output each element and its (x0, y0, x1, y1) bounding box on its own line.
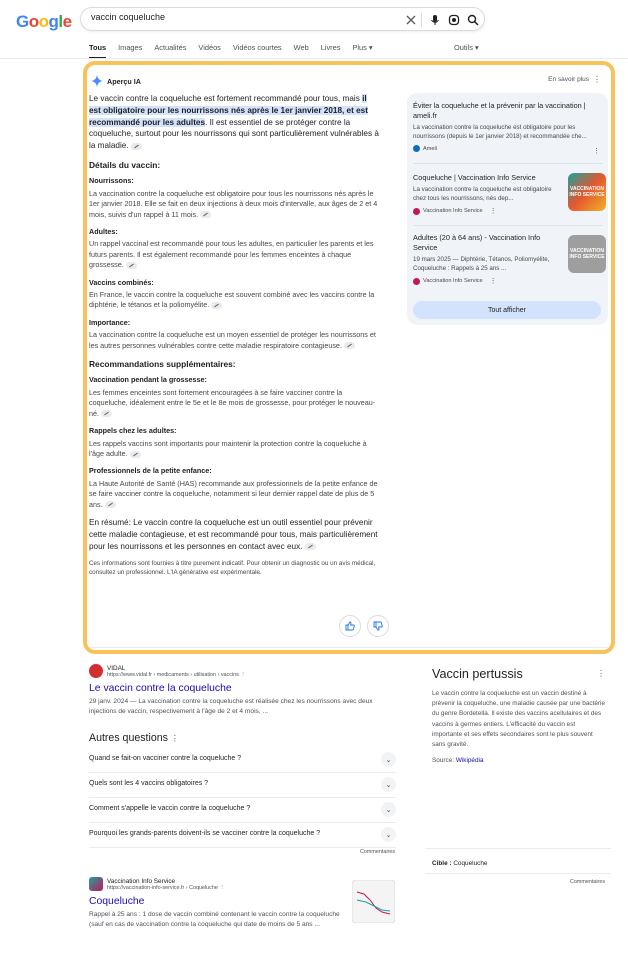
source-card[interactable] (413, 101, 603, 152)
link-icon[interactable] (131, 143, 142, 150)
thumbnail-text: VACCINATION INFO SERVICE (569, 248, 605, 260)
kp-divider (425, 873, 611, 874)
result-url-text: https://vaccination-info-service.fr › Coqueluche (107, 884, 218, 891)
thumbs-down-icon (373, 621, 383, 631)
paa-question-text: Pourquoi les grands-parents doivent-ils se vacciner contre la coqueluche ? (89, 830, 321, 837)
tools-button[interactable] (454, 43, 479, 52)
vis-favicon-icon (413, 278, 420, 285)
reco-text-content: La Haute Autorité de Santé (HAS) recommande aux professionnels de la petite enfance de se faire vacciner contre la coqueluche, notamment si leur dernier rappel date de plus de 5 ans. (89, 478, 378, 509)
chevron-down-icon: ▾ (474, 43, 479, 52)
source-card[interactable] (413, 173, 558, 215)
learn-more-link[interactable]: En savoir plus (548, 76, 589, 83)
result-site-info (107, 665, 246, 678)
detail-label: Vaccins combinés: (89, 277, 154, 287)
chevron-down-icon[interactable]: ⌄ (381, 802, 396, 817)
detail-text-content: Un rappel vaccinal est recommandé pour tous les adultes, en particulier les parents et les futurs parents. Il est également recommandé pour les femmes enceintes à chaque grossesse. (89, 239, 374, 270)
tab-web[interactable]: Web (293, 43, 309, 52)
reco-text-content: Les femmes enceintes sont fortement encouragées à se faire vacciner contre la coqueluche, idéalement entre le 5e et le 8e mois de grossesse, pour protéger le nouveau-né. (89, 387, 376, 418)
source-desc: La vaccination contre la coqueluche est obligatoire chez tous les nourrissons, nés dep... (413, 186, 552, 202)
paa-question[interactable] (89, 748, 396, 773)
header-divider (0, 58, 628, 59)
link-icon[interactable] (105, 501, 116, 508)
paa-question[interactable] (89, 773, 396, 798)
source-title[interactable]: Coqueluche | Vaccination Info Service (413, 173, 536, 182)
result-url-text: https://www.vidal.fr › medicaments › utilisation › vaccins (107, 671, 239, 678)
paa-comments-link[interactable]: Commentaires (360, 849, 396, 855)
source-options-icon[interactable]: ⋮ (489, 278, 497, 286)
ai-overview-header (91, 75, 141, 87)
chevron-down-icon: ▾ (368, 43, 373, 52)
source-desc: 19 mars 2025 — Diphtérie, Tétanos, Poliomyélite, Coqueluche : Rappels à 25 ans ... (413, 256, 550, 272)
reco-label: Rappels chez les adultes: (89, 426, 177, 436)
tab-more[interactable] (352, 43, 372, 59)
detail-text-content: La vaccination contre la coqueluche est obligatoire pour tous les nourrissons nés après le 1er janvier 2018. Elle se fait en deux injections à deux mois d'intervalle, aux âges de 2 et 4 mois, suivis d'un rappel à 11 mois. (89, 188, 378, 219)
source-site (413, 145, 603, 152)
search-divider (421, 13, 422, 27)
source-options-icon[interactable]: ⋮ (489, 208, 497, 216)
kp-target (432, 860, 487, 867)
paa-heading (89, 732, 179, 744)
ai-overview (83, 61, 615, 654)
lens-icon[interactable] (447, 13, 461, 27)
reco-text (89, 479, 379, 510)
ai-intro (89, 93, 379, 152)
wikipedia-link[interactable]: Wikipédia (455, 757, 484, 764)
source-site-name: Vaccination Info Service (423, 278, 483, 285)
paa-options-icon[interactable]: ⋮ (170, 734, 179, 743)
ai-intro-highlight: il est obligatoire pour les nourrissons nés après le 1er janvier 2018, et est recommandé pour les adultes (89, 94, 368, 127)
tab-videos[interactable]: Vidéos (198, 43, 221, 52)
knowledge-panel-description: Le vaccin contre la coqueluche est un vaccin destiné à prévenir la coqueluche, une maladie causée par une bactérie du genre Bordetella. Il existe des vaccins acellulaires et des vaccins à germes entiers. L'efficacité du vaccin est importante et ses effets secondaires sont le plus souvent sans gravité. (432, 690, 606, 749)
source-divider (413, 163, 603, 164)
clear-icon[interactable] (404, 13, 418, 27)
result-site[interactable] (89, 664, 389, 678)
link-icon[interactable] (101, 410, 112, 417)
detail-label: Adultes: (89, 227, 118, 237)
search-bar[interactable] (80, 7, 485, 31)
result-url (107, 672, 246, 678)
ai-disclaimer: Ces informations sont fournies à titre purement indicatif. Pour obtenir un diagnostic ou un avis médical, consultez un professionnel. L'IA générative est expérimentale. (89, 560, 376, 577)
knowledge-panel-source (432, 757, 484, 764)
search-icon[interactable] (466, 13, 480, 27)
result-options-icon[interactable]: ⋮ (240, 671, 246, 678)
knowledge-panel-title: Vaccin pertussis (432, 667, 523, 681)
link-icon[interactable] (344, 342, 355, 349)
source-card[interactable] (413, 233, 558, 285)
thumbs-up-icon (345, 621, 355, 631)
reco-text (89, 388, 379, 419)
tab-books[interactable]: Livres (320, 43, 341, 52)
sparkle-icon (91, 75, 103, 87)
result-site-info (107, 878, 225, 891)
source-divider (413, 225, 603, 226)
tools-label: Outils (454, 43, 473, 52)
reco-text (89, 439, 379, 460)
source-site (413, 277, 558, 285)
more-options-icon[interactable]: ⋮ (593, 75, 601, 84)
result-site-name: VIDAL (107, 664, 126, 672)
details-heading: Détails du vaccin: (89, 159, 161, 170)
search-result (89, 877, 344, 930)
recommendations-heading: Recommandations supplémentaires: (89, 359, 236, 370)
microphone-icon[interactable] (428, 13, 442, 27)
kp-divider (425, 848, 611, 849)
search-result (89, 664, 389, 717)
source-thumbnail[interactable] (568, 173, 606, 211)
source-thumbnail[interactable] (568, 235, 606, 273)
chevron-down-icon[interactable]: ⌄ (381, 777, 396, 792)
result-date: 29 janv. 2024 — (89, 698, 139, 705)
show-all-button[interactable]: Tout afficher (413, 301, 601, 319)
link-icon[interactable] (126, 262, 137, 269)
link-icon[interactable] (200, 211, 211, 218)
kp-options-icon[interactable]: ⋮ (597, 669, 605, 678)
result-snippet: Rappel à 25 ans : 1 dose de vaccin combiné contenant le vaccin contre la coqueluche (sauf en cas de vaccination contre la coqueluche qui date de moins de 5 ans ... (89, 911, 340, 928)
detail-label: Nourrissons: (89, 176, 134, 186)
result-snippet (89, 697, 389, 717)
chevron-down-icon[interactable]: ⌄ (381, 752, 396, 767)
link-icon[interactable] (211, 302, 222, 309)
tab-news[interactable]: Actualités (154, 43, 187, 52)
ai-overview-content (89, 93, 379, 577)
kp-comments-link[interactable]: Commentaires (570, 879, 606, 885)
result-thumbnail[interactable] (352, 880, 395, 923)
kp-target-label: Cible : (432, 860, 454, 867)
ai-summary-text: En résumé: Le vaccin contre la coqueluche est un outil essentiel pour prévenir cette maladie contagieuse, et est recommandé pour tous, mais particulièrement pour les nourrissons et les personnes en contact avec eux. (89, 517, 378, 551)
vis-favicon-icon (413, 208, 420, 215)
paa-question[interactable] (89, 823, 396, 848)
source-title[interactable]: Éviter la coqueluche et la prévenir par la vaccination | ameli.fr (413, 101, 586, 120)
result-site[interactable] (89, 877, 344, 891)
source-site-name: Ameli (423, 145, 437, 152)
reco-text-content: Les rappels vaccins sont importants pour maintenir la protection contre la coqueluche à l'âge adulte. (89, 438, 367, 458)
detail-label: Importance: (89, 317, 131, 327)
vidal-favicon-icon (89, 664, 103, 678)
paa-question-text: Comment s'appelle le vaccin contre la coqueluche ? (89, 805, 251, 812)
ai-sources-panel (407, 93, 608, 325)
link-icon[interactable] (305, 543, 316, 550)
detail-text (89, 330, 379, 351)
source-site-name: Vaccination Info Service (423, 208, 483, 215)
ai-bottom-divider (89, 647, 609, 648)
result-options-icon[interactable]: ⋮ (219, 884, 225, 891)
knowledge-panel (421, 660, 611, 896)
reco-label: Vaccination pendant la grossesse: (89, 375, 207, 385)
tab-images[interactable]: Images (118, 43, 143, 52)
tab-all[interactable]: Tous (89, 43, 106, 59)
reco-label: Professionnels de la petite enfance: (89, 466, 212, 476)
vis-favicon-icon (89, 877, 103, 891)
ai-intro-text: Le vaccin contre la coqueluche est fortement recommandé pour tous, mais (89, 94, 363, 103)
feedback-buttons (339, 615, 389, 637)
paa-question-text: Quand se fait-on vacciner contre la coqueluche ? (89, 755, 242, 762)
kp-source-label: Source: (432, 757, 456, 764)
search-tabs (89, 43, 385, 59)
search-input[interactable] (91, 12, 391, 22)
ai-overview-title: Aperçu IA (107, 76, 141, 86)
result-site-name: Vaccination Info Service (107, 877, 176, 885)
result-url (107, 885, 225, 891)
result-snippet-text: La vaccination contre la coqueluche est réalisée chez les nourrissons avec deux injections de vaccin, respectivement à l'âge de 2 et 4 mois, ... (89, 698, 373, 715)
source-options-icon[interactable]: ⋮ (593, 148, 600, 155)
detail-text (89, 290, 379, 311)
google-logo[interactable]: Google (16, 12, 72, 31)
ameli-favicon-icon (413, 145, 420, 152)
paa-question[interactable] (89, 798, 396, 823)
paa-question-text: Quels sont les 4 vaccins obligatoires ? (89, 780, 209, 787)
ai-summary (89, 517, 379, 552)
detail-text-content: La vaccination contre la coqueluche est un moyen essentiel de protéger les nourrissons et les autres personnes vulnérables contre cette maladie respiratoire contagieuse. (89, 330, 376, 350)
result-title-link[interactable]: Le vaccin contre la coqueluche (89, 683, 232, 694)
detail-text-content: En France, le vaccin contre la coqueluche est souvent combiné avec les vaccins contre la diphtérie, le tétanos et la poliomyélite. (89, 290, 375, 310)
source-title[interactable]: Adultes (20 à 64 ans) - Vaccination Info Service (413, 233, 541, 252)
paa-title: Autres questions (89, 732, 168, 744)
source-desc: La vaccination contre la coqueluche est obligatoire pour les nourrissons (depuis le 1er janvier 2018) et recommandée che... (413, 124, 587, 140)
kp-target-value: Coqueluche (453, 860, 488, 867)
ai-intro-text-end: . Il est essentiel de se protéger contre la coqueluche, surtout pour les nourrissons qui sont particulièrement vulnérables à la maladie. (89, 117, 379, 151)
detail-text (89, 189, 379, 220)
tab-more-label: Plus (352, 43, 367, 52)
thumbs-up-button[interactable] (339, 615, 361, 637)
chevron-down-icon[interactable]: ⌄ (381, 827, 396, 842)
result-title-link[interactable]: Coqueluche (89, 896, 145, 907)
tab-short-videos[interactable]: Vidéos courtes (232, 43, 282, 52)
link-icon[interactable] (130, 451, 141, 458)
source-site (413, 207, 558, 215)
detail-text (89, 239, 379, 270)
thumbs-down-button[interactable] (367, 615, 389, 637)
thumbnail-text: VACCINATION INFO SERVICE (569, 186, 605, 198)
